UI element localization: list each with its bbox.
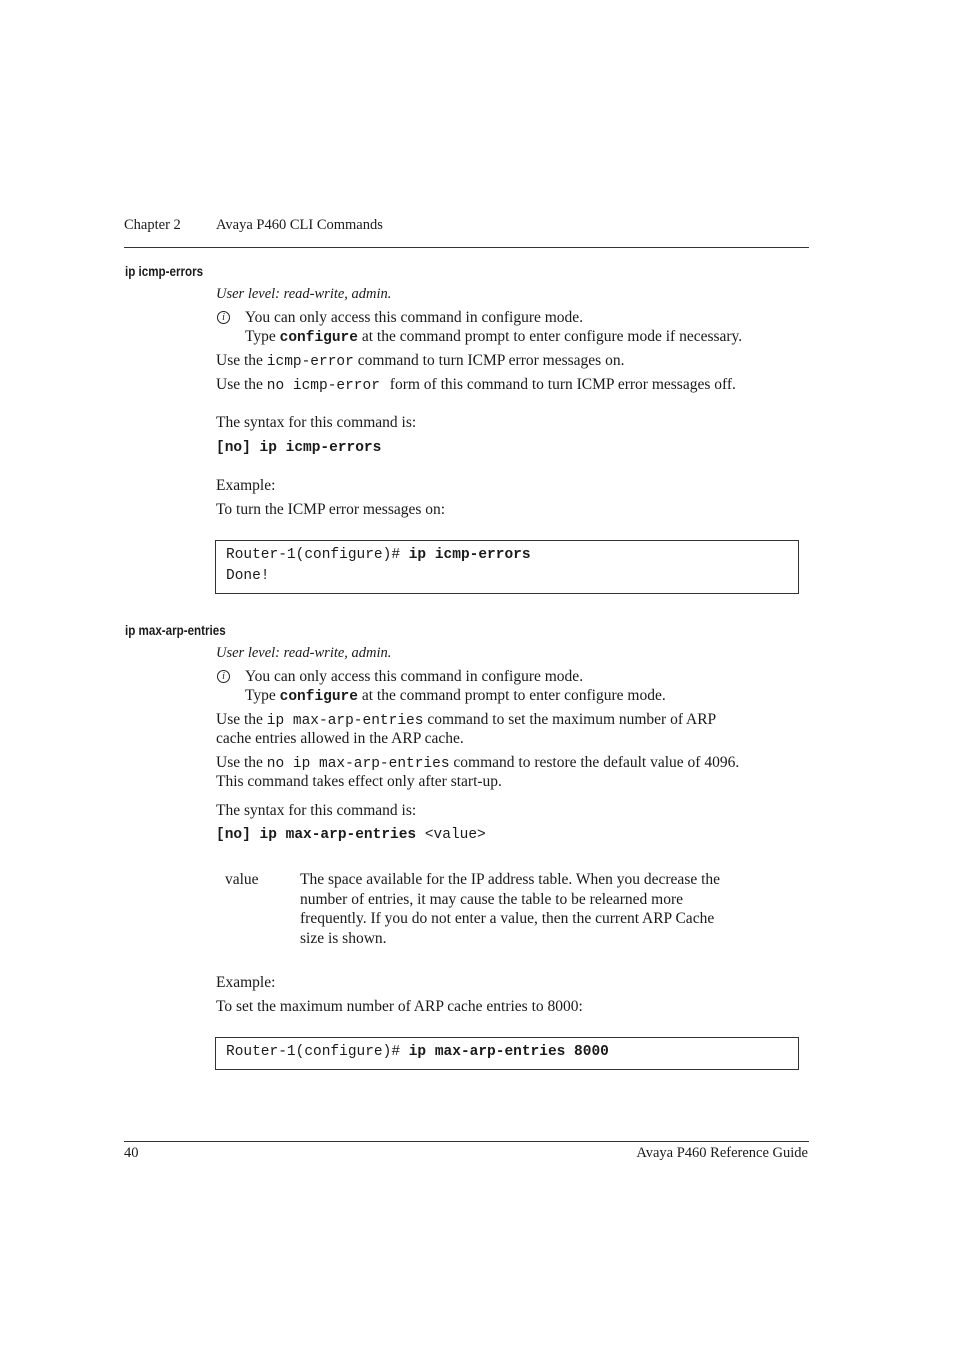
example-desc-2: To set the maximum number of ARP cache entries to 8000:: [216, 998, 583, 1015]
code-line: Router-1(configure)# ip max-arp-entries 8000: [226, 1044, 609, 1060]
use-paragraph-4-cont: This command takes effect only after start-up.: [216, 773, 502, 790]
note-1-line1: You can only access this command in configure mode.: [245, 309, 584, 326]
configure-keyword: configure: [279, 330, 358, 346]
code-example-1: [215, 540, 799, 594]
inline-code: icmp-error: [266, 354, 354, 370]
use-paragraph-4: Use the no ip max-arp-entries command to restore the default value of 4096.: [216, 754, 740, 772]
example-desc-1: To turn the ICMP error messages on:: [216, 501, 446, 518]
code-line: Router-1(configure)# ip icmp-errors: [226, 547, 531, 563]
user-level-1: User level: read-write, admin.: [216, 286, 392, 302]
configure-keyword: configure: [279, 689, 358, 705]
use-paragraph-2: Use the no icmp-error form of this command to turn ICMP error messages off.: [216, 376, 736, 394]
example-label-2: Example:: [216, 974, 276, 991]
syntax-intro-2: The syntax for this command is:: [216, 802, 417, 819]
inline-code: ip max-arp-entries: [266, 713, 424, 729]
section-heading-icmp-errors: ip icmp-errors: [125, 264, 204, 279]
note-2-line2: Type configure at the command prompt to enter configure mode.: [245, 687, 666, 705]
note-1-line2: Type configure at the command prompt to enter configure mode if necessary.: [245, 328, 743, 346]
example-label-1: Example:: [216, 477, 276, 494]
inline-code: no ip max-arp-entries: [266, 756, 450, 772]
info-icon: i: [217, 311, 230, 324]
inline-code: no icmp-error: [266, 378, 380, 394]
code-example-2: [215, 1037, 799, 1070]
use-paragraph-1: Use the icmp-error command to turn ICMP error messages on.: [216, 352, 625, 370]
user-level-2: User level: read-write, admin.: [216, 645, 392, 661]
param-name: value: [225, 871, 259, 888]
header-rule: [124, 247, 809, 248]
syntax-intro-1: The syntax for this command is:: [216, 414, 417, 431]
syntax-2: [no] ip max-arp-entries <value>: [216, 827, 486, 843]
info-icon: i: [217, 670, 230, 683]
section-heading-max-arp-entries: ip max-arp-entries: [125, 623, 226, 638]
code-output: Done!: [226, 568, 270, 584]
syntax-1: [no] ip icmp-errors: [216, 440, 382, 456]
use-paragraph-3-cont: cache entries allowed in the ARP cache.: [216, 730, 464, 747]
footer-guide-title: Avaya P460 Reference Guide: [636, 1145, 808, 1161]
footer-rule: [124, 1141, 809, 1142]
page-number: 40: [124, 1145, 139, 1161]
header-title: Avaya P460 CLI Commands: [216, 217, 383, 233]
use-paragraph-3: Use the ip max-arp-entries command to set the maximum number of ARP: [216, 711, 717, 729]
syntax-param: <value>: [416, 827, 486, 843]
header-chapter: Chapter 2: [124, 217, 181, 233]
param-description: The space available for the IP address table. When you decrease the number of entries, it may cause the table to be relearned more frequently. If you do not enter a value, then the current ARP Cache size is shown.: [300, 871, 721, 947]
note-2-line1: You can only access this command in configure mode.: [245, 668, 584, 685]
